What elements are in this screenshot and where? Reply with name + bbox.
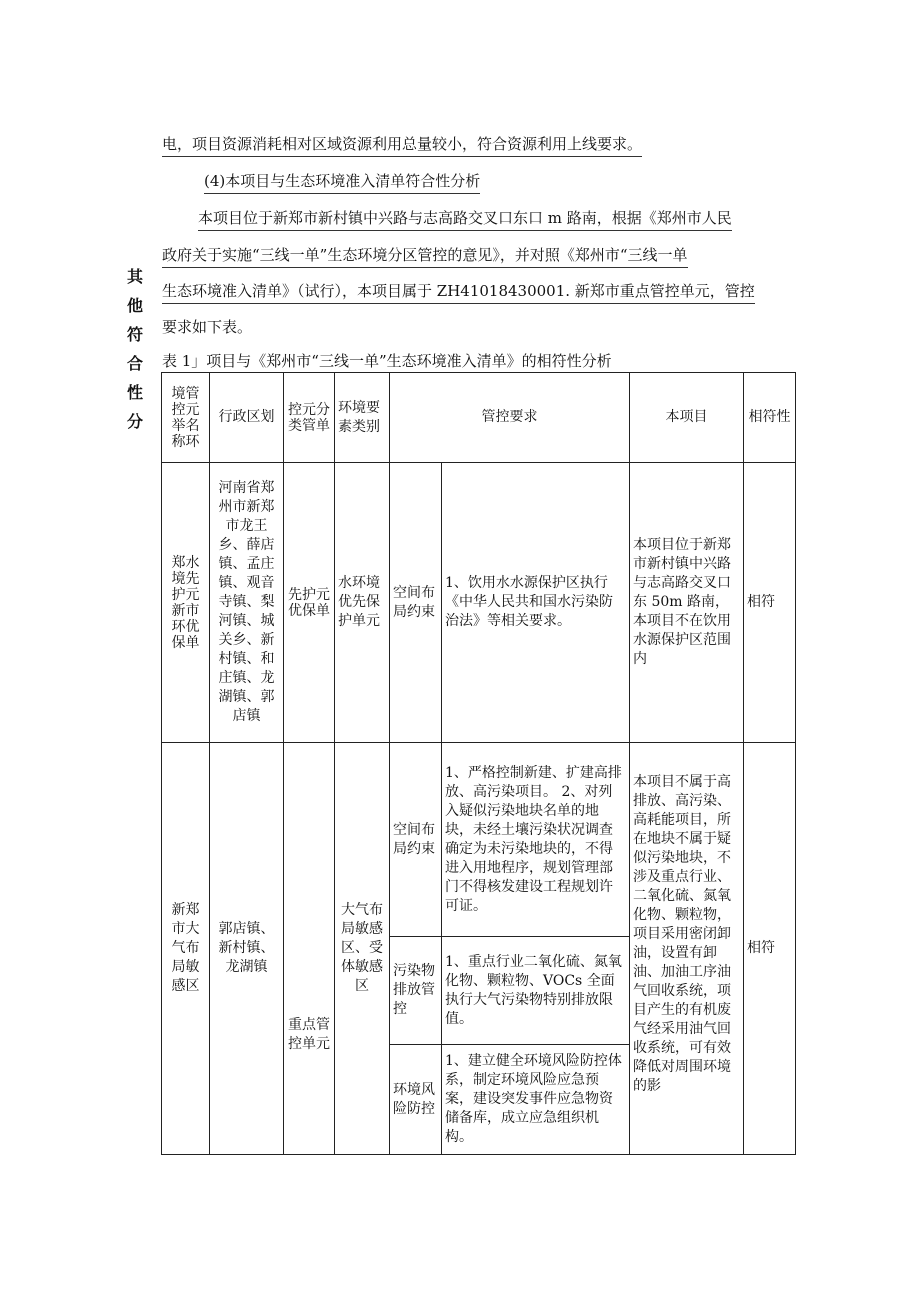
row2-unit-name: 新郑市大气布局敏感区 (162, 743, 210, 1155)
header-unit-name: 境管控元举名称环 (162, 373, 210, 463)
header-env-type: 环境要素类别 (335, 373, 390, 463)
side-char: 合 (126, 354, 143, 373)
row1-unit-name: 郑水境先护元新市环优保单 (162, 463, 210, 743)
row2-sub2: 污染物排放管控 (390, 937, 442, 1045)
row2-sub3: 环境风险防控 (390, 1045, 442, 1155)
row2-req2: 1、重点行业二氧化硫、氮氧化物、颗粒物、VOCs 全面执行大气污染物特别排放限值。 (442, 937, 630, 1045)
header-admin: 行政区划 (210, 373, 284, 463)
row2-env-type: 大气布局敏感区、受体敏感区 (335, 743, 390, 1155)
row1-sub: 空间布局约束 (390, 463, 442, 743)
row2-sub1: 空间布局约束 (390, 743, 442, 937)
side-char: 性 (126, 383, 143, 402)
header-requirement: 管控要求 (390, 373, 630, 463)
row1-admin: 河南省郑州市新郑市龙王乡、薛店镇、孟庄镇、观音寺镇、梨河镇、城关乡、新村镇、和庄镇、龙湖镇、郭店镇 (210, 463, 284, 743)
row2-unit-type: 重点管控单元 (284, 743, 335, 1155)
table-header-row (162, 373, 796, 463)
paragraph-resource: 电，项目资源消耗相对区域资源利用总量较小，符合资源利用上线要求。 (162, 129, 798, 159)
paragraph-line-3: 生态环境准入清单》（试行），本项目属于 ZH41018430001. 新郑市重点管控单元，管控 (162, 276, 798, 306)
side-char: 其 (126, 267, 143, 286)
paragraph-line-1: 本项目位于新郑市新村镇中兴路与志高路交叉口东口 m 路南，根据《郑州市人民 (198, 203, 834, 233)
row2-conformity: 相符 (744, 743, 796, 1155)
row1-conformity: 相符 (744, 463, 796, 743)
paragraph-line-4: 要求如下表。 (162, 318, 253, 336)
table-row (162, 463, 796, 743)
paragraph-line-2: 政府关于实施“三线一单”生态环境分区管控的意见》，并对照《郑州市“三线一单 (162, 240, 798, 270)
conformity-table (161, 372, 796, 1155)
row2-admin: 郭店镇、新村镇、龙湖镇 (210, 743, 284, 1155)
side-title (124, 262, 146, 436)
section-heading: (4)本项目与生态环境准入清单符合性分析 (204, 166, 840, 196)
header-project: 本项目 (630, 373, 744, 463)
row1-env-type: 水环境优先保护单元 (335, 463, 390, 743)
header-unit-type: 控元分类管单 (284, 373, 335, 463)
row1-requirement: 1、饮用水水源保护区执行《中华人民共和国水污染防治法》等相关要求。 (442, 463, 630, 743)
row2-req3: 1、建立健全环境风险防控体系，制定环境风险应急预案，建设突发事件应急物资储备库，成立应急组织机构。 (442, 1045, 630, 1155)
table-caption: 表 1」项目与《郑州市“三线一单”生态环境准入清单》的相符性分析 (162, 352, 612, 370)
side-char: 符 (126, 325, 143, 344)
side-char: 他 (126, 296, 143, 315)
row2-project: 本项目不属于高排放、高污染、高耗能项目，所在地块不属于疑似污染地块，不涉及重点行业、二氧化硫、氮氧化物、颗粒物，项目采用密闭卸油，设置有卸油、加油工序油气回收系统，项目产生的有机废气经采用油气回收系统，可有效降低对周围环境的影 (630, 743, 744, 1155)
header-conformity: 相符性 (744, 373, 796, 463)
side-char: 分 (126, 412, 143, 431)
row2-req1: 1、严格控制新建、扩建高排放、高污染项目。 2、对列入疑似污染地块名单的地块，未经土壤污染状况调查确定为未污染地块的，不得进入用地程序，规划管理部门不得核发建设工程规划许可证。 (442, 743, 630, 937)
row1-unit-type: 先护元优保单 (284, 463, 335, 743)
row1-project: 本项目位于新郑市新村镇中兴路与志高路交叉口东 50m 路南，本项目不在饮用水源保护区范围内 (630, 463, 744, 743)
table-row (162, 743, 796, 937)
